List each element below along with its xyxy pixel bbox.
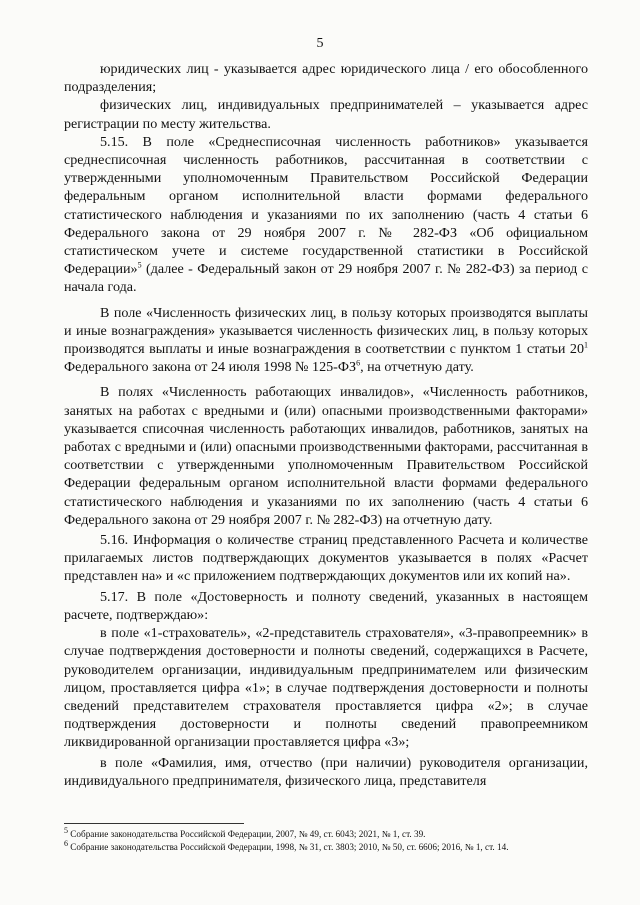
- paragraph-text: В полях «Численность работающих инвалидов», «Численность работников, занятых на работах с вредными и (или) опасными производственными факторами» указывается списочная численность работающих инвалидов, работников, занятых на работах с вредными и (или) опасными производственными факторами, рассчитанная в соответствии с утвержденными уполномоченным Правительством Российской Федерации федеральным органом исполнительной власти формами федерального статистического наблюдения и указаниями по их заполнению (часть 4 статьи 6 Федерального закона от 29 ноября 2007 г. № 282-ФЗ) на отчетную дату.: [64, 384, 588, 528]
- paragraph-text: В поле «Численность физических лиц, в пользу которых производятся выплаты и иные вознаграждения» указывается численность физических лиц, в пользу которых производятся выплаты и иные вознаграждения в соответствии с пунктом 1 статьи 20: [64, 304, 588, 358]
- footnote-mark: 5: [64, 825, 68, 835]
- footnote-5: [64, 825, 604, 840]
- paragraph-text: в поле «1-страхователь», «2-представитель страхователя», «3-правопреемник» в случае подтверждения достоверности и полноты сведений, содержащихся в Расчете, руководителем организации, индивидуальным предпринимателем или физическим лицом, проставляется цифра «1»; в случае подтверждения достоверности и полноты сведений представителем страхователя проставляется цифра «2»; в случае подтверждения достоверности и полноты сведений правопреемником ликвидированной организации проставляется цифра «3»;: [64, 625, 588, 751]
- paragraph-text: 5.16. Информация о количестве страниц представленного Расчета и количестве прилагаемых листов подтверждающих документов указывается в полях «Расчет представлен на» и «с приложением подтверждающих документов или их копий на».: [64, 532, 588, 585]
- footnote-ref-6: 6: [356, 358, 361, 368]
- paragraph-individuals: [64, 96, 588, 132]
- article-superscript: 1: [584, 340, 588, 350]
- paragraph-text: 5.17. В поле «Достоверность и полноту сведений, указанных в настоящем расчете, подтверждаю»:: [64, 588, 588, 623]
- footnote-6: [64, 838, 604, 853]
- paragraph-signer-name: [64, 754, 588, 790]
- footnote-text: Собрание законодательства Российской Федерации, 2007, № 49, ст. 6043; 2021, № 1, ст. 39.: [68, 829, 426, 839]
- paragraph-headcount-payments: [64, 304, 588, 377]
- paragraph-5-15: [64, 133, 588, 297]
- document-body: [64, 60, 588, 790]
- paragraph-5-16: [64, 531, 588, 586]
- paragraph-text-tail: , на отчетную дату.: [360, 359, 474, 376]
- paragraph-text: физических лиц, индивидуальных предпринимателей – указывается адрес регистрации по месту жительства.: [64, 97, 588, 132]
- footnote-mark: 6: [64, 838, 68, 848]
- paragraph-text: юридических лиц - указывается адрес юридического лица / его обособленного подразделения;: [64, 61, 588, 96]
- footnote-divider: [64, 823, 244, 824]
- footnotes: [64, 825, 604, 854]
- paragraph-text-mid: Федерального закона от 24 июля 1998 № 125-ФЗ: [64, 359, 357, 376]
- paragraph-legal-entities: [64, 60, 588, 96]
- paragraph-5-17: [64, 588, 588, 624]
- page-number: 5: [316, 36, 324, 51]
- paragraph-text-tail: (далее - Федеральный закон от 29 ноября 2007 г. № 282-ФЗ) за период с начала года.: [64, 261, 588, 296]
- paragraph-text: в поле «Фамилия, имя, отчество (при наличии) руководителя организации, индивидуального предпринимателя, физического лица, представителя: [64, 754, 588, 789]
- paragraph-text: 5.15. В поле «Среднесписочная численность работников» указывается среднесписочная численность работников, рассчитанная в соответствии с утвержденными уполномоченным Правительством Российской Федерации федеральным органом исполнительной власти формами федерального статистического наблюдения и указаниями по их заполнению (часть 4 статьи 6 Федерального закона от 29 ноября 2007 г. № 282-ФЗ «Об официальном статистическом учете и системе государственной статистики в Российской Федерации»: [64, 133, 588, 278]
- footnote-ref-5: 5: [137, 260, 142, 270]
- footnote-text: Собрание законодательства Российской Федерации, 1998, № 31, ст. 3803; 2010, № 50, ст. 6606; 2016, № 1, ст. 14.: [68, 842, 509, 852]
- paragraph-signer-type: [64, 624, 588, 751]
- paragraph-disabled-workers: [64, 383, 588, 529]
